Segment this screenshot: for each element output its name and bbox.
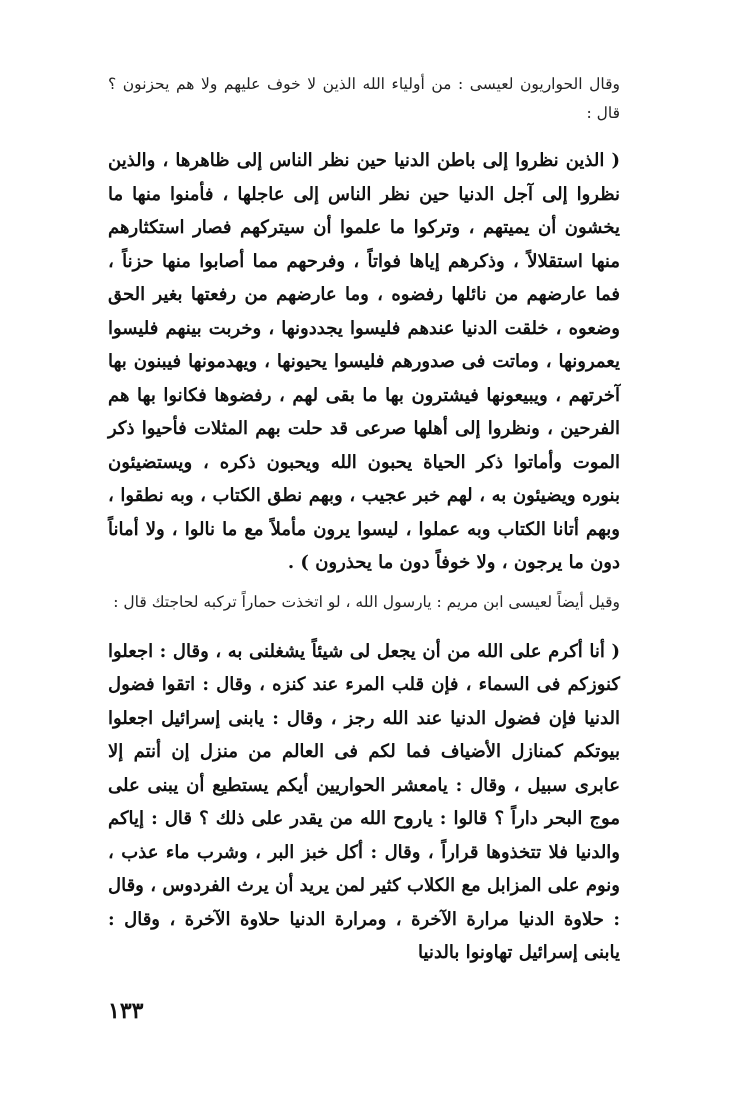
page-number: ١٣٣ bbox=[108, 998, 144, 1024]
quote-paragraph-2: ( أنا أكرم على الله من أن يجعل لى شيئاً يشغلنى به ، وقال : اجعلوا كنوزكم فى السماء ، فإن قلب المرء عند كنزه ، وقال : اتقوا فضول الدنيا فإن فضول الدنيا عند الله رجز ، وقال : يابنى إسرائيل اجعلوا بيوتكم كمنازل الأضياف فما لكم فى العالم من منزل إن أنتم إلا عابرى سبيل ، وقال : يامعشر الحواريين أيكم يستطيع أن يبنى على موج البحر داراً ؟ قالوا : ياروح الله من يقدر على ذلك ؟ قال : إياكم والدنيا فلا تتخذوها قراراً ، وقال : أكل خبز البر ، وشرب ماء عذب ، ونوم على المزابل مع الكلاب كثير لمن يريد أن يرث الفردوس ، وقال : حلاوة الدنيا مرارة الآخرة ، ومرارة الدنيا حلاوة الآخرة ، وقال : يابنى إسرائيل تهاونوا بالدنيا bbox=[108, 640, 620, 963]
quote-paragraph-1: ( الذين نظروا إلى باطن الدنيا حين نظر الناس إلى ظاهرها ، والذين نظروا إلى آجل الدنيا حين نظر الناس إلى عاجلها ، فأمنوا منها ما يخشون أن يميتهم ، وتركوا ما علموا أن سيتركهم فصار استكثارهم منها استقلالاً ، وذكرهم إياها فواتاً ، وفرحهم مما أصابوا منها حزناً ، فما عارضهم من نائلها رفضوه ، وما عارضهم من رفعتها بغير الحق وضعوه ، خلقت الدنيا عندهم فليسوا يجددونها ، وخربت بينهم فليسوا يعمرونها ، وماتت فى صدورهم فليسوا يحيونها ، ويهدمونها فيبنون بها آخرتهم ، ويبيعونها فيشترون بها ما بقى لهم ، رفضوها فكانوا بها هم الفرحين ، ونظروا إلى أهلها صرعى قد حلت بهم المثلات فأحيوا ذكر الموت وأماتوا ذكر الحياة يحبون الله ويحبون ذكره ، ويستضيئون بنوره ويضيئون به ، لهم خبر عجيب ، وبهم نطق الكتاب ، وبه نطقوا ، وبهم أتانا الكتاب وبه عملوا ، ليسوا يرون مأملاً مع ما نالوا ، ولا أماناً دون ما يرجون ، ولا خوفاً دون ما يحذرون ) . bbox=[108, 150, 620, 573]
narration-paragraph-2: وقيل أيضاً لعيسى ابن مريم : يارسول الله ، لو اتخذت حماراً تركبه لحاجتك قال : bbox=[113, 592, 620, 611]
page-body bbox=[108, 70, 620, 970]
narration-paragraph-1: وقال الحواريون لعيسى : من أولياء الله الذين لا خوف عليهم ولا هم يحزنون ؟ قال : bbox=[108, 75, 620, 122]
